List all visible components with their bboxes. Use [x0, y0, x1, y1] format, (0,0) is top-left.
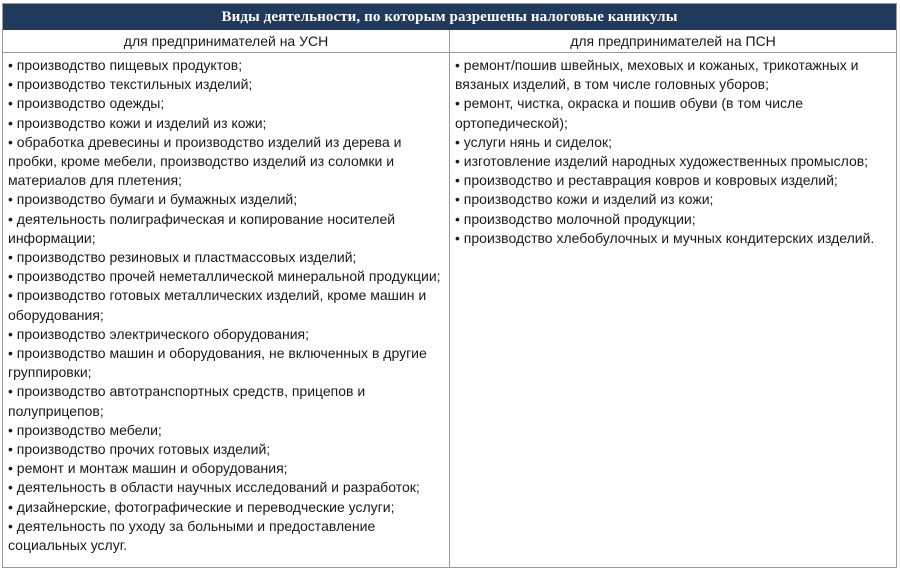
list-item: • деятельность в области научных исследований и разработок;	[8, 479, 420, 496]
column-header-row	[3, 30, 896, 53]
psn-cell	[450, 53, 896, 567]
list-item: • производство машин и оборудования, не включенных в другие группировки;	[8, 345, 427, 381]
usn-cell	[3, 53, 450, 567]
list-item: • производство хлебобулочных и мучных кондитерских изделий.	[455, 229, 875, 246]
list-item: • производство текстильных изделий;	[8, 76, 253, 93]
list-item: • ремонт/пошив швейных, меховых и кожаных, трикотажных и вязаных изделий, в том числе головных уборов;	[455, 57, 859, 93]
usn-activity-list	[3, 53, 449, 555]
list-item: • производство пищевых продуктов;	[8, 57, 243, 73]
list-item: • дизайнерские, фотографические и переводческие услуги;	[8, 498, 395, 515]
column-header-usn: для предпринимателей на УСН	[3, 30, 450, 52]
list-item: • изготовление изделий народных художественных промыслов;	[455, 153, 869, 170]
table-title: Виды деятельности, по которым разрешены налоговые каникулы	[3, 4, 896, 30]
table-body-row	[3, 53, 896, 567]
list-item: • услуги нянь и сиделок;	[455, 133, 612, 150]
list-item: • производство автотранспортных средств, прицепов и полуприцепов;	[8, 383, 366, 419]
list-item: • производство электрического оборудования;	[8, 325, 309, 342]
list-item: • производство прочих готовых изделий;	[8, 441, 271, 458]
list-item: • производство готовых металлических изделий, кроме машин и оборудования;	[8, 287, 427, 323]
list-item: • производство молочной продукции;	[455, 210, 696, 227]
list-item: • производство бумаги и бумажных изделий;	[8, 191, 298, 208]
list-item: • производство прочей неметаллической минеральной продукции;	[8, 268, 441, 285]
list-item: • деятельность по уходу за больными и предоставление социальных услуг.	[8, 517, 376, 554]
tax-holidays-table	[2, 3, 897, 568]
list-item: • производство и реставрация ковров и ковровых изделий;	[455, 172, 838, 189]
list-item: • производство резиновых и пластмассовых изделий;	[8, 249, 357, 266]
list-item: • производство одежды;	[8, 95, 165, 112]
list-item: • деятельность полиграфическая и копирование носителей информации;	[8, 210, 396, 246]
list-item: • производство мебели;	[8, 421, 162, 438]
list-item: • ремонт и монтаж машин и оборудования;	[8, 460, 288, 477]
list-item: • обработка древесины и производство изделий из дерева и пробки, кроме мебели, производство изделий из соломки и материалов для плетения;	[8, 133, 402, 189]
psn-activity-list	[450, 53, 896, 248]
column-header-psn: для предпринимателей на ПСН	[570, 33, 776, 49]
list-item: • ремонт, чистка, окраска и пошив обуви (в том числе ортопедической);	[455, 95, 803, 131]
list-item: • производство кожи и изделий из кожи;	[455, 191, 714, 208]
list-item: • производство кожи и изделий из кожи;	[8, 114, 267, 131]
